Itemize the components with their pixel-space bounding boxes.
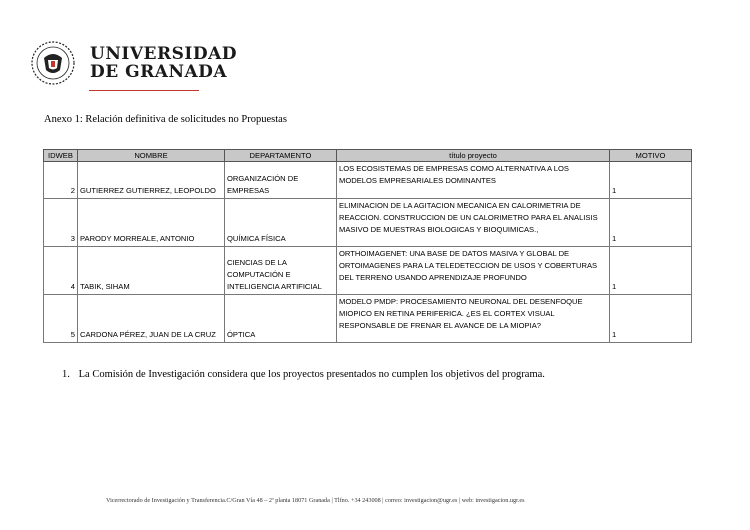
annex-title: Anexo 1: Relación definitiva de solicitudes no Propuestas: [44, 114, 287, 125]
cell-departamento: CIENCIAS DE LA COMPUTACIÓN E INTELIGENCIA ARTIFICIAL: [225, 247, 337, 295]
cell-nombre: GUTIERREZ GUTIERREZ, LEOPOLDO: [78, 162, 225, 199]
cell-titulo: MODELO PMDP: PROCESAMIENTO NEURONAL DEL DESENFOQUE MIOPICO EN RETINA PERIFERICA. ¿ES EL CORTEX VISUAL RESPONSABLE DE FRENAR EL AVANCE DE LA MIOPIA?: [337, 295, 610, 343]
cell-nombre: PARODY MORREALE, ANTONIO: [78, 199, 225, 247]
cell-nombre: CARDONA PÉREZ, JUAN DE LA CRUZ: [78, 295, 225, 343]
header-motivo: MOTIVO: [610, 150, 692, 162]
cell-departamento: ÓPTICA: [225, 295, 337, 343]
proposals-table: [43, 149, 692, 343]
cell-motivo: 1: [610, 199, 692, 247]
header-departamento: DEPARTAMENTO: [225, 150, 337, 162]
header-titulo: título proyecto: [337, 150, 610, 162]
university-logo: [30, 40, 237, 86]
logo-line1: UNIVERSIDAD: [90, 44, 237, 64]
logo-line2: DE GRANADA: [90, 62, 228, 82]
cell-nombre: TABIK, SIHAM: [78, 247, 225, 295]
header-idweb: IDWEB: [44, 150, 78, 162]
table-row: [44, 247, 692, 295]
footnote: [62, 369, 545, 380]
table-header-row: [44, 150, 692, 162]
cell-motivo: 1: [610, 295, 692, 343]
cell-id: 5: [44, 295, 78, 343]
cell-motivo: 1: [610, 162, 692, 199]
cell-titulo: ELIMINACION DE LA AGITACION MECANICA EN CALORIMETRIA DE REACCION. CONSTRUCCION DE UN CALORIMETRO PARA EL ANALISIS MASIVO DE MUESTRAS BIOLOGICAS Y BIOQUIMICAS.,: [337, 199, 610, 247]
page-footer: Vicerrectorado de Investigación y Transferencia.C/Gran Vía 48 – 2ª planta 18071 Granada | Tlfno. +34 243008 | correo: investigacion@ugr.es | web: investigacion.ugr.es: [106, 497, 525, 504]
cell-motivo: 1: [610, 247, 692, 295]
cell-id: 3: [44, 199, 78, 247]
footnote-text: La Comisión de Investigación considera que los proyectos presentados no cumplen los objetivos del programa.: [78, 369, 545, 380]
table-row: [44, 162, 692, 199]
footnote-number: 1.: [62, 369, 70, 380]
university-seal-icon: [30, 40, 76, 86]
table-row: [44, 295, 692, 343]
cell-titulo: LOS ECOSISTEMAS DE EMPRESAS COMO ALTERNATIVA A LOS MODELOS EMPRESARIALES DOMINANTES: [337, 162, 610, 199]
cell-departamento: ORGANIZACIÓN DE EMPRESAS: [225, 162, 337, 199]
cell-id: 4: [44, 247, 78, 295]
cell-id: 2: [44, 162, 78, 199]
cell-titulo: ORTHOIMAGENET: UNA BASE DE DATOS MASIVA Y GLOBAL DE ORTOIMAGENES PARA LA TELEDETECCION DE USOS Y COBERTURAS DEL TERRENO USANDO APRENDIZAJE PROFUNDO: [337, 247, 610, 295]
cell-departamento: QUÍMICA FÍSICA: [225, 199, 337, 247]
table-row: [44, 199, 692, 247]
logo-underline: [89, 90, 199, 91]
header-nombre: NOMBRE: [78, 150, 225, 162]
